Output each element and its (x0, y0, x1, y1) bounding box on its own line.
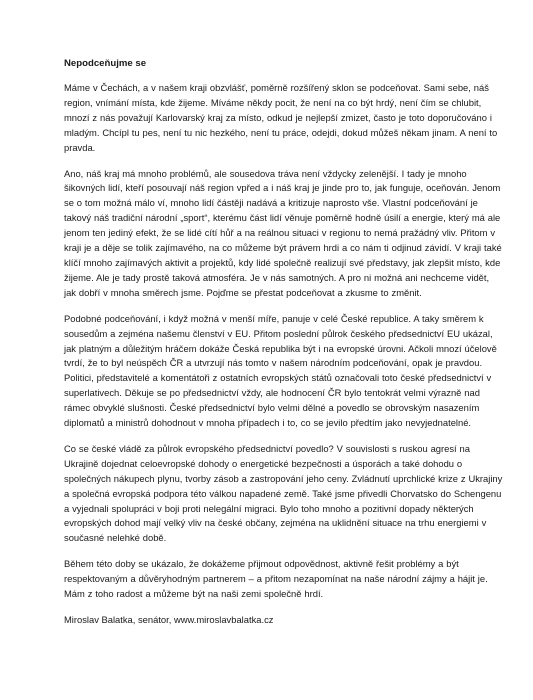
paragraph-3: Podobné podceňování, i když možná v menší míře, panuje v celé České republice. A taky směrem k sousedům a zejména našemu členství v EU. Přitom poslední půlrok českého předsednictví EU ukázal, jak platným a důležitým hráčem dokáže Česká republika být i na evropské úrovni. Ačkoli mnozí účelově tvrdí, že to byl neúspěch ČR a utvrzují nás tomto v našem národním podceňování, opak je pravdou. Politici, představitelé a komentátoři z ostatních evropských států označovali toto české předsednictví v superlativech. Děkuje se po předsednictví vždy, ale hodnocení ČR bylo tentokrát velmi výrazně nad rámec obvyklé slušnosti. České předsednictví bylo velmi dělné a povedlo se obrovským nasazením diplomatů a ministrů dohodnout v mnoha případech i to, co se jevilo předtím jako nevyjednatelné. (64, 312, 497, 429)
document-title: Nepodceňujme se (64, 58, 147, 69)
paragraph-4: Co se české vládě za půlrok evropského předsednictví povedlo? V souvislosti s ruskou agresí na Ukrajině dojednat celoevropské dohody o energetické bezpečnosti a úsporách a také dohodu o společných nákupech plynu, tvorby zásob a zastropování jeho ceny. Zvládnutí uprchlické krize z Ukrajiny a společná evropská podpora této válkou napadené země. Také jsme přivedli Chorvatsko do Schengenu a vyjednali spolupráci v boji proti nelegální migraci. Bylo toho mnoho a pozitivní dopady některých evropských dohod mají velký vliv na české občany, zejména na uklidnění situace na trhu energiemi v současné nelehké době. (64, 442, 503, 544)
paragraph-2: Ano, náš kraj má mnoho problémů, ale sousedova tráva není vždycky zelenější. I tady je mnoho šikovných lidí, kteří posouvají náš region vpřed a i náš kraj je jinde pro to, jak funguje, oceňován. Jenom se o tom možná málo ví, mnoho lidí částěji nadává a kritizuje naprosto vše. Vlastní podceňování je takový náš tradiční národní „sport“, kterému část lidí věnuje poměrně hodně úsilí a energie, který má ale jenom ten jediný efekt, že se lidé cítí hůř a na reálnou situaci v regionu to nemá pražádný vliv. Přitom v kraji je a děje se tolik zajímavého, na co můžeme být právem hrdi a co nám ti odjinud závidí. V kraji také klíčí mnoho zajímavých aktivit a projektů, kdy lidé společně realizují své představy, jak zlepšit místo, kde žijeme. Ale je tady prostě taková atmosféra. Je v nás samotných. A pro ni možná ani nechceme vidět, jak dobří v mnoha směrech jsme. Pojďme se přestat podceňovat a zkusme to změnit. (64, 167, 502, 298)
signature: Miroslav Balatka, senátor, www.miroslavbalatka.cz (64, 614, 274, 625)
paragraph-1: Máme v Čechách, a v našem kraji obzvlášť, poměrně rozšířený sklon se podceňovat. Sami sebe, náš region, vnímání místa, kde žijeme. Míváme někdy pocit, že není na co být hrdý, není čím se chlubit, mnozí z nás považují Karlovarský kraj za místo, odkud je nejlepší zmizet, často je toto doporučováno i mladým. Chcípl tu pes, není tu nic hezkého, není tu práce, odejdi, dokud můžeš někam jinam. A není to pravda. (64, 82, 498, 153)
paragraph-5: Během této doby se ukázalo, že dokážeme přijmout odpovědnost, aktivně řešit problémy a být respektovaným a důvěryhodným partnerem – a přitom nezapomínat na naše národní zájmy a hájit je. Mám z toho radost a můžeme být na naši zemi společně hrdí. (64, 558, 488, 600)
